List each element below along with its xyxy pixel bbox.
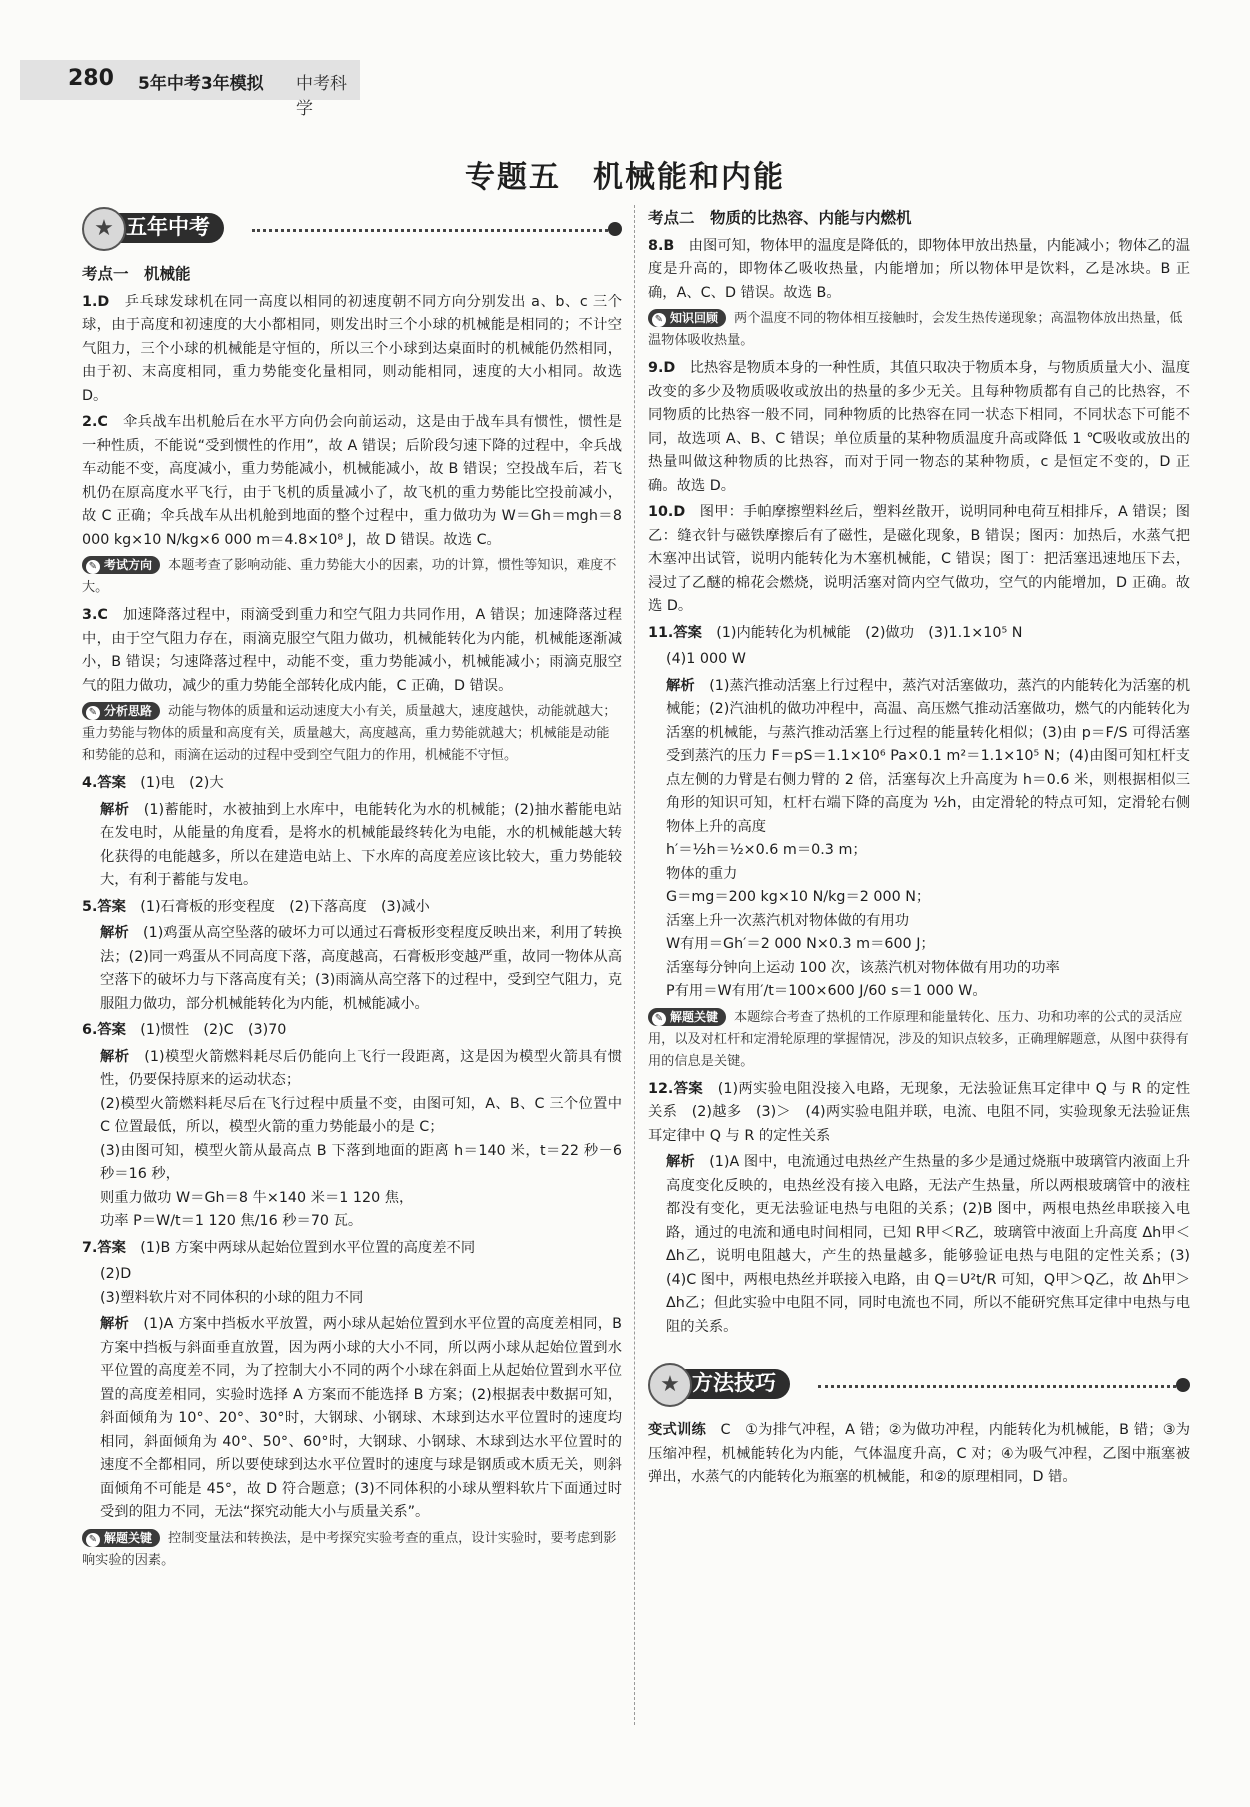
page-number: 280 xyxy=(68,66,114,91)
bullet-dot-icon xyxy=(608,222,622,236)
tip-box: ✎ 考试方向 本题考查了影响动能、重力势能大小的因素，功的计算，惯性等知识，难度不大。 xyxy=(82,558,617,595)
explanation: 解析 (1)蒸汽推动活塞上行过程中，蒸汽对活塞做功，蒸汽的内能转化为活塞的机械能；(2)汽油机的做功冲程中，高温、高压燃气推动活塞做功，燃气的内能转化为活塞的机械能，与蒸汽推动活塞上行过程的能量转化相似；(3)由 p＝F/S 可得活塞受到蒸汽的压力 F＝pS＝1.1×10⁶ Pa×0.1 m²＝1.1×10⁵ N；(4)由图可知杠杆支点左侧的力臂是右侧力臂的 2 倍，活塞每次上升高度为 h＝0.6 米，则根据相似三角形的知识可知，杠杆右端下降的高度为 ½h，由定滑轮的特点可知，定滑轮右侧物体上升的高度 h′＝½h＝½×0.6 m＝0.3 m； 物体的重力 G＝mg＝200 kg×10 N/kg＝2 000 N； 活塞上升一次蒸汽机对物体做的有用功 W有用＝Gh′＝2 000 N×0.3 m＝600 J； 活塞每分钟向上运动 100 次，该蒸汽机对物体做有用功的功率 P有用＝W有用′/t＝100×600 J/60 s＝1 000 W。 xyxy=(666,677,1191,999)
tip-tag: ✎ 知识回顾 xyxy=(648,309,726,327)
five-year-banner xyxy=(82,205,622,255)
answer-item: 8.B 由图可知，物体甲的温度是降低的，即物体甲放出热量，内能减小；物体乙的温度是升高的，即物体乙吸收热量，内能增加；所以物体甲是饮料，乙是冰块。B 正确，A、C、D 错误。故选 B。 xyxy=(648,237,1191,301)
explanation: 解析 (1)A 方案中挡板水平放置，两小球从起始位置到水平位置的高度差相同，B 方案中挡板与斜面垂直放置，因为两小球的大小不同，所以两小球从起始位置到水平位置的高度差不同，为了控制大小不同的两个小球在斜面上从起始位置到水平位置的高度差相同，实验时选择 A 方案而不能选择 B 方案；(2)根据表中数据可知，斜面倾角为 10°、20°、30°时，大钢球、小钢球、木球到达水平位置时的速度均相同，斜面倾角为 40°、50°、60°时，大钢球、小钢球、木球到达水平位置时的速度不全都相同，所以要使球到达水平位置时的速度与球是钢质或木质无关，则斜面倾角不可能是 45°，故 D 符合题意；(3)不同体积的小球从塑料软片下面通过时受到的阻力不同，无法“探究动能大小与质量关系”。 xyxy=(100,1316,622,1520)
page-title: 专题五 机械能和内能 xyxy=(465,160,785,195)
tip-icon: ✎ xyxy=(652,1012,666,1026)
answer-item: 3.C 加速降落过程中，雨滴受到重力和空气阻力共同作用，A 错误；加速降落过程中，由于空气阻力存在，雨滴克服空气阻力做功，机械能转化为内能，机械能逐渐减小，B 错误；匀速降落过程中，动能不变，重力势能减小，机械能减小；雨滴克服空气的阻力做功，减少的重力势能全部转化成内能，C 正确，D 错误。 xyxy=(82,607,623,694)
section-heading: 考点一 机械能 xyxy=(82,265,191,283)
tip-icon: ✎ xyxy=(86,706,100,720)
banner-label: 方法技巧 xyxy=(670,1369,790,1399)
explanation: 解析 (1)蓄能时，水被抽到上水库中，电能转化为水的机械能；(2)抽水蓄能电站在发电时，从能量的角度看，是将水的机械能最终转化为电能，水的机械能越大转化获得的电能越多，所以在建造电站上、下水库的高度差应该比较大，重力势能较大，有利于蓄能与发电。 xyxy=(100,801,623,888)
tip-tag: ✎ 分析思路 xyxy=(82,702,160,720)
dotted-rule xyxy=(252,229,608,232)
answer-item: 变式训练 C ①为排气冲程，A 错；②为做功冲程，内能转化为机械能，B 错；③为压缩冲程，机械能转化为内能，气体温度升高，C 对；④为吸气冲程，乙图中瓶塞被弹出，水蒸气的内能转化为瓶塞的机械能，和②的原理相同，D 错。 xyxy=(648,1422,1191,1485)
answer-item: 2.C 伞兵战车出机舱后在水平方向仍会向前运动，这是由于战车具有惯性，惯性是一种性质，不能说“受到惯性的作用”，故 A 错误；后阶段匀速下降的过程中，伞兵战车动能不变，高度减小，重力势能减小，机械能减小，故 B 错误；空投战车后，若飞机仍在原高度水平飞行，由于飞机的质量减小了，故飞机的重力势能比空投前减小，故 C 正确；伞兵战车从出机舱到地面的整个过程中，重力做功为 W＝Gh＝mgh＝8 000 kg×10 N/kg×6 000 m＝4.8×10⁸ J，故 D 错误。故选 C。 xyxy=(82,414,623,548)
answer-sub: (2)D (3)塑料软片对不同体积的小球的阻力不同 xyxy=(100,1266,364,1306)
mascot-icon: ★ xyxy=(82,207,126,251)
answer-item: 4.答案 (1)电 (2)大 xyxy=(82,775,224,791)
banner-label: 五年中考 xyxy=(104,213,224,243)
tip-icon: ✎ xyxy=(652,313,666,327)
explanation: 解析 (1)A 图中，电流通过电热丝产生热量的多少是通过烧瓶中玻璃管内液面上升高度变化反映的，电热丝没有接入电路，无法产生热量，所以两根玻璃管中的液柱都没有变化，更无法验证电热与电阻的关系；(2)B 图中，两根电热丝串联接入电路，通过的电流和通电时间相同，已知 R甲＜R乙，玻璃管中液面上升高度 Δh甲＜Δh乙，说明电阻越大，产生的热量越多，能够验证电热与电阻的定性关系；(3)(4)C 图中，两根电热丝并联接入电路，由 Q＝U²t/R 可知，Q甲＞Q乙，故 Δh甲＞Δh乙；但此实验中电阻不同，同时电流也不同，所以不能研究焦耳定律中电热与电阻的关系。 xyxy=(666,1154,1191,1335)
tip-box: ✎ 知识回顾 两个温度不同的物体相互接触时，会发生热传递现象；高温物体放出热量，低温物体吸收热量。 xyxy=(648,311,1183,348)
mascot-icon: ★ xyxy=(648,1363,692,1407)
answer-item: 10.D 图甲：手帕摩擦塑料丝后，塑料丝散开，说明同种电荷互相排斥，A 错误；图乙：缝衣针与磁铁摩擦后有了磁性，是磁化现象，B 错误；图丙：加热后，水蒸气把木塞冲出试管，说明内能转化为木塞机械能，C 错误；图丁：把活塞迅速地压下去，浸过了乙醚的棉花会燃烧，说明活塞对筒内空气做功，空气的内能增加，D 正确。故选 D。 xyxy=(648,504,1190,614)
right-column xyxy=(648,205,1190,1493)
answer-sub: (4)1 000 W xyxy=(666,651,746,667)
tip-tag: ✎ 解题关键 xyxy=(82,1529,160,1547)
tip-box: ✎ 解题关键 控制变量法和转换法，是中考探究实验考查的重点，设计实验时，要考虑到影响实验的因素。 xyxy=(82,1530,617,1568)
book-title: 5年中考3年模拟 xyxy=(138,74,264,94)
dotted-rule xyxy=(818,1385,1176,1388)
tip-icon: ✎ xyxy=(86,560,100,574)
page-header xyxy=(20,60,360,119)
answer-item: 12.答案 (1)两实验电阻没接入电路，无现象，无法验证焦耳定律中 Q 与 R 的定性关系 (2)越多 (3)＞ (4)两实验电阻并联，电流、电阻不同，实验现象无法验证焦耳定律中 Q 与 R 的定性关系 xyxy=(648,1080,1190,1144)
tip-box: ✎ 解题关键 本题综合考查了热机的工作原理和能量转化、压力、功和功率的公式的灵活应用，以及对杠杆和定滑轮原理的掌握情况，涉及的知识点较多，正确理解题意，从图中获得有用的信息是关键。 xyxy=(648,1009,1189,1069)
left-column xyxy=(82,205,622,1577)
tip-tag: ✎ 考试方向 xyxy=(82,556,160,574)
answer-item: 7.答案 (1)B 方案中两球从起始位置到水平位置的高度差不同 xyxy=(82,1239,476,1256)
answer-item: 11.答案 (1)内能转化为机械能 (2)做功 (3)1.1×10⁵ N xyxy=(648,624,1023,641)
section-heading: 考点二 物质的比热容、内能与内燃机 xyxy=(648,209,912,227)
bullet-dot-icon xyxy=(1176,1378,1190,1392)
explanation: 解析 (1)鸡蛋从高空坠落的破坏力可以通过石膏板形变程度反映出来，利用了转换法；(2)同一鸡蛋从不同高度下落，高度越高，石膏板形变越严重，故同一物体从高空落下的破坏力与下落高度有关；(3)雨滴从高空落下的过程中，受到空气阻力，克服阻力做功，部分机械能转化为内能，机械能减小。 xyxy=(100,925,623,1012)
tip-icon: ✎ xyxy=(86,1533,100,1547)
tip-box: ✎ 分析思路 动能与物体的质量和运动速度大小有关，质量越大，速度越快，动能就越大；重力势能与物体的质量和高度有关，质量越大，高度越高，重力势能就越大；机械能是动能和势能的总和，雨滴在运动的过程中受到空气阻力的作用，机械能不守恒。 xyxy=(82,704,617,763)
answer-item: 1.D 乒乓球发球机在同一高度以相同的初速度朝不同方向分别发出 a、b、c 三个球，由于高度和初速度的大小都相同，则发出时三个小球的机械能是相同的；不计空气阻力，三个小球的机械能是守恒的，所以三个小球到达桌面时的机械能仍然相同，由于初、末高度相同，重力势能变化量相同，则动能相同，速度的大小相同。故选 D。 xyxy=(82,293,622,404)
method-banner xyxy=(648,1361,1190,1411)
tip-tag: ✎ 解题关键 xyxy=(648,1008,726,1026)
explanation: 解析 (1)模型火箭燃料耗尽后仍能向上飞行一段距离，这是因为模型火箭具有惯性，仍要保持原来的运动状态； (2)模型火箭燃料耗尽后在飞行过程中质量不变，由图可知，A、B、C 三个位置中 C 位置最低，所以，模型火箭的重力势能最小的是 C； (3)由图可知，模型火箭从最高点 B 下落到地面的距离 h＝140 米，t＝22 秒－6 秒＝16 秒， 则重力做功 W＝Gh＝8 牛×140 米＝1 120 焦， 功率 P＝W/t＝1 120 焦/16 秒＝70 瓦。 xyxy=(100,1048,623,1229)
answer-item: 6.答案 (1)惯性 (2)C (3)70 xyxy=(82,1022,287,1038)
answer-item: 5.答案 (1)石膏板的形变程度 (2)下落高度 (3)减小 xyxy=(82,898,430,915)
subject-label: 中考科学 xyxy=(296,74,347,119)
column-divider xyxy=(634,205,635,1725)
answer-item: 9.D 比热容是物质本身的一种性质，其值只取决于物质本身，与物质质量大小、温度改变的多少及物质吸收或放出的热量的多少无关。且每种物质都有自己的比热容，不同物质的比热容一般不同，同种物质的比热容在同一状态下相同，不同状态下可能不同，故选项 A、B、C 错误；单位质量的某种物质温度升高或降低 1 ℃吸收或放出的热量叫做这种物质的比热容，而对于同一物态的某种物质，c 是恒定不变的，D 正确。故选 D。 xyxy=(648,360,1191,494)
